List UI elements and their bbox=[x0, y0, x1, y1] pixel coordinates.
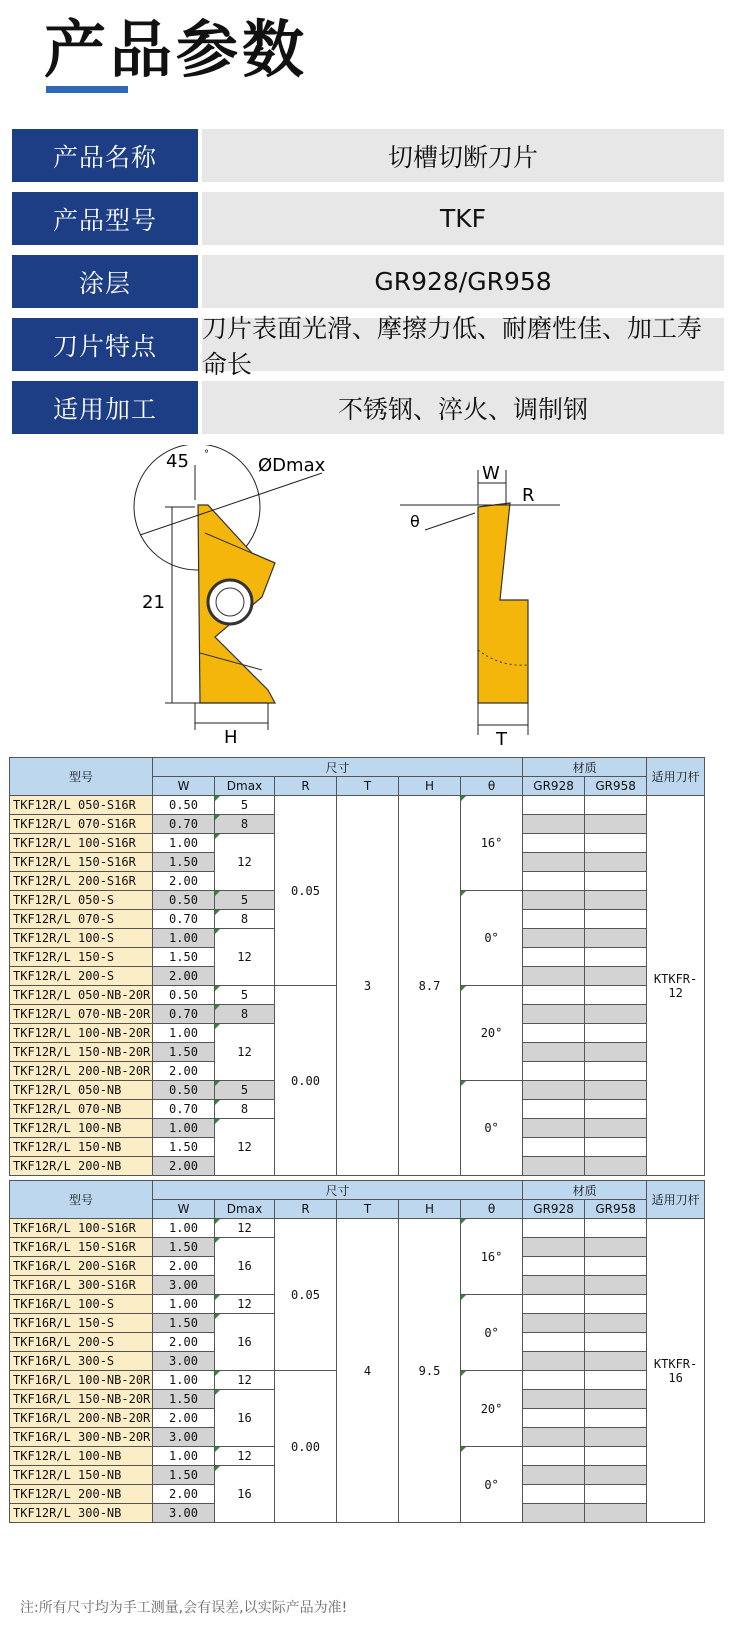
gr958-cell bbox=[585, 834, 647, 853]
spec-table-12 bbox=[9, 757, 705, 1176]
model-cell: TKF16R/L 200-S bbox=[10, 1333, 153, 1352]
dmax-cell: 5 bbox=[215, 891, 275, 910]
gr928-cell bbox=[523, 1409, 585, 1428]
gr958-cell bbox=[585, 929, 647, 948]
page-title: 产品参数 bbox=[44, 13, 309, 86]
gr958-cell bbox=[585, 1043, 647, 1062]
w-cell: 3.00 bbox=[153, 1428, 215, 1447]
dmax-label: ØDmax bbox=[258, 455, 326, 476]
gr958-cell bbox=[585, 1005, 647, 1024]
gr928-cell bbox=[523, 1138, 585, 1157]
dmax-cell: 8 bbox=[215, 815, 275, 834]
model-cell: TKF12R/L 200-NB bbox=[10, 1485, 153, 1504]
gr958-cell bbox=[585, 1295, 647, 1314]
col-header-holder: 适用刀杆 bbox=[647, 758, 705, 796]
dmax-cell: 12 bbox=[215, 1119, 275, 1176]
col-header-t: T bbox=[337, 777, 399, 796]
theta-cell: 20° bbox=[461, 1371, 523, 1447]
dmax-cell: 5 bbox=[215, 796, 275, 815]
dmax-cell: 16 bbox=[215, 1390, 275, 1447]
gr928-cell bbox=[523, 1428, 585, 1447]
param-value: TKF bbox=[202, 192, 724, 245]
gr928-cell bbox=[523, 815, 585, 834]
insert-diagram bbox=[0, 445, 738, 775]
w-cell: 0.50 bbox=[153, 891, 215, 910]
model-cell: TKF12R/L 100-S bbox=[10, 929, 153, 948]
r-cell: 0.00 bbox=[275, 986, 337, 1176]
gr928-cell bbox=[523, 853, 585, 872]
param-row bbox=[12, 192, 724, 245]
gr928-cell bbox=[523, 1100, 585, 1119]
model-cell: TKF12R/L 100-S16R bbox=[10, 834, 153, 853]
gr928-cell bbox=[523, 1314, 585, 1333]
diameter-line bbox=[140, 473, 322, 535]
gr958-cell bbox=[585, 891, 647, 910]
param-label: 涂层 bbox=[12, 255, 198, 308]
model-cell: TKF16R/L 200-NB-20R bbox=[10, 1409, 153, 1428]
gr958-cell bbox=[585, 910, 647, 929]
model-cell: TKF16R/L 300-S bbox=[10, 1352, 153, 1371]
col-header-dmax: Dmax bbox=[215, 777, 275, 796]
w-cell: 1.50 bbox=[153, 1138, 215, 1157]
w-cell: 1.00 bbox=[153, 1295, 215, 1314]
gr928-cell bbox=[523, 1119, 585, 1138]
gr958-cell bbox=[585, 1390, 647, 1409]
gr958-cell bbox=[585, 1333, 647, 1352]
param-row bbox=[12, 313, 724, 379]
model-cell: TKF12R/L 050-NB bbox=[10, 1081, 153, 1100]
param-label: 产品型号 bbox=[12, 192, 198, 245]
w-cell: 2.00 bbox=[153, 967, 215, 986]
gr928-cell bbox=[523, 1390, 585, 1409]
dmax-cell: 5 bbox=[215, 986, 275, 1005]
theta-cell: 0° bbox=[461, 1447, 523, 1523]
gr928-cell bbox=[523, 1005, 585, 1024]
dmax-cell: 12 bbox=[215, 1295, 275, 1314]
t-label: T bbox=[496, 729, 507, 750]
gr958-cell bbox=[585, 1024, 647, 1043]
model-cell: TKF12R/L 200-S bbox=[10, 967, 153, 986]
param-label: 产品名称 bbox=[12, 129, 198, 182]
dmax-cell: 8 bbox=[215, 1100, 275, 1119]
model-cell: TKF12R/L 200-S16R bbox=[10, 872, 153, 891]
col-header-w: W bbox=[153, 777, 215, 796]
gr958-cell bbox=[585, 1466, 647, 1485]
w-cell: 0.70 bbox=[153, 815, 215, 834]
param-value: GR928/GR958 bbox=[202, 255, 724, 308]
model-cell: TKF12R/L 100-NB bbox=[10, 1447, 153, 1466]
param-label: 刀片特点 bbox=[12, 318, 198, 371]
model-cell: TKF16R/L 200-S16R bbox=[10, 1257, 153, 1276]
model-cell: TKF16R/L 100-S16R bbox=[10, 1219, 153, 1238]
model-cell: TKF12R/L 070-NB-20R bbox=[10, 1005, 153, 1024]
r-cell: 0.05 bbox=[275, 796, 337, 986]
w-cell: 2.00 bbox=[153, 1257, 215, 1276]
w-cell: 1.50 bbox=[153, 1043, 215, 1062]
model-cell: TKF16R/L 150-NB-20R bbox=[10, 1390, 153, 1409]
insert-hole-inner bbox=[216, 588, 244, 616]
model-cell: TKF16R/L 100-NB-20R bbox=[10, 1371, 153, 1390]
model-cell: TKF12R/L 070-NB bbox=[10, 1100, 153, 1119]
w-label: W bbox=[482, 463, 500, 484]
theta-label: θ bbox=[410, 512, 420, 531]
theta-cell: 16° bbox=[461, 1219, 523, 1295]
theta-cell: 0° bbox=[461, 1295, 523, 1371]
t-cell: 3 bbox=[337, 796, 399, 1176]
gr958-cell bbox=[585, 1238, 647, 1257]
holder-cell: KTKFR-12 bbox=[647, 796, 705, 1176]
dmax-cell: 16 bbox=[215, 1314, 275, 1371]
model-cell: TKF12R/L 300-NB bbox=[10, 1504, 153, 1523]
gr928-cell bbox=[523, 929, 585, 948]
w-cell: 1.00 bbox=[153, 1024, 215, 1043]
gr958-cell bbox=[585, 815, 647, 834]
dmax-cell: 12 bbox=[215, 1024, 275, 1081]
gr958-cell bbox=[585, 1428, 647, 1447]
w-cell: 1.50 bbox=[153, 1466, 215, 1485]
col-header-material: 材质 bbox=[523, 1181, 647, 1200]
col-header-size: 尺寸 bbox=[153, 758, 523, 777]
spec-table-16 bbox=[9, 1180, 705, 1523]
param-label: 适用加工 bbox=[12, 381, 198, 434]
w-cell: 2.00 bbox=[153, 1333, 215, 1352]
w-cell: 2.00 bbox=[153, 872, 215, 891]
gr928-cell bbox=[523, 1157, 585, 1176]
dmax-cell: 16 bbox=[215, 1238, 275, 1295]
model-cell: TKF16R/L 150-S16R bbox=[10, 1238, 153, 1257]
gr958-cell bbox=[585, 1257, 647, 1276]
gr958-cell bbox=[585, 986, 647, 1005]
title-underline bbox=[46, 86, 128, 93]
w-cell: 2.00 bbox=[153, 1409, 215, 1428]
gr928-cell bbox=[523, 1276, 585, 1295]
theta-cell: 0° bbox=[461, 1081, 523, 1176]
w-cell: 0.70 bbox=[153, 1005, 215, 1024]
gr928-cell bbox=[523, 834, 585, 853]
gr958-cell bbox=[585, 948, 647, 967]
w-cell: 3.00 bbox=[153, 1276, 215, 1295]
holder-cell: KTKFR-16 bbox=[647, 1219, 705, 1523]
w-cell: 1.00 bbox=[153, 834, 215, 853]
col-header-gr928: GR928 bbox=[523, 1200, 585, 1219]
gr928-cell bbox=[523, 1485, 585, 1504]
gr958-cell bbox=[585, 1062, 647, 1081]
gr928-cell bbox=[523, 1295, 585, 1314]
dmax-cell: 12 bbox=[215, 929, 275, 986]
col-header-dmax: Dmax bbox=[215, 1200, 275, 1219]
insert-side-shape bbox=[478, 503, 528, 703]
dmax-cell: 8 bbox=[215, 1005, 275, 1024]
gr928-cell bbox=[523, 1062, 585, 1081]
dmax-cell: 5 bbox=[215, 1081, 275, 1100]
param-value: 不锈钢、淬火、调制钢 bbox=[202, 381, 724, 434]
h-label: H bbox=[224, 727, 238, 748]
w-cell: 0.70 bbox=[153, 1100, 215, 1119]
dim-21-label: 21 bbox=[142, 592, 165, 613]
gr928-cell bbox=[523, 967, 585, 986]
r-cell: 0.05 bbox=[275, 1219, 337, 1371]
col-header-gr928: GR928 bbox=[523, 777, 585, 796]
w-cell: 1.50 bbox=[153, 1238, 215, 1257]
gr958-cell bbox=[585, 1081, 647, 1100]
gr958-cell bbox=[585, 1447, 647, 1466]
col-header-model: 型号 bbox=[10, 758, 153, 796]
w-cell: 3.00 bbox=[153, 1352, 215, 1371]
dmax-cell: 12 bbox=[215, 834, 275, 891]
w-cell: 1.50 bbox=[153, 1390, 215, 1409]
model-cell: TKF12R/L 070-S16R bbox=[10, 815, 153, 834]
h-cell: 9.5 bbox=[399, 1219, 461, 1523]
w-cell: 2.00 bbox=[153, 1485, 215, 1504]
gr958-cell bbox=[585, 1157, 647, 1176]
table-row bbox=[10, 796, 705, 815]
gr958-cell bbox=[585, 967, 647, 986]
model-cell: TKF12R/L 150-NB-20R bbox=[10, 1043, 153, 1062]
model-cell: TKF12R/L 100-NB bbox=[10, 1119, 153, 1138]
param-value: 切槽切断刀片 bbox=[202, 129, 724, 182]
model-cell: TKF12R/L 150-S16R bbox=[10, 853, 153, 872]
angle-label: 45 bbox=[166, 451, 189, 472]
gr958-cell bbox=[585, 1219, 647, 1238]
col-header-gr958: GR958 bbox=[585, 1200, 647, 1219]
w-cell: 1.00 bbox=[153, 1371, 215, 1390]
gr958-cell bbox=[585, 1276, 647, 1295]
h-cell: 8.7 bbox=[399, 796, 461, 1176]
theta-cell: 20° bbox=[461, 986, 523, 1081]
gr958-cell bbox=[585, 1314, 647, 1333]
gr928-cell bbox=[523, 1257, 585, 1276]
gr928-cell bbox=[523, 1024, 585, 1043]
gr958-cell bbox=[585, 853, 647, 872]
col-header-size: 尺寸 bbox=[153, 1181, 523, 1200]
w-cell: 1.00 bbox=[153, 1119, 215, 1138]
w-cell: 1.50 bbox=[153, 853, 215, 872]
model-cell: TKF16R/L 300-S16R bbox=[10, 1276, 153, 1295]
model-cell: TKF12R/L 070-S bbox=[10, 910, 153, 929]
gr928-cell bbox=[523, 910, 585, 929]
gr958-cell bbox=[585, 1100, 647, 1119]
gr958-cell bbox=[585, 1371, 647, 1390]
gr928-cell bbox=[523, 1219, 585, 1238]
theta-cell: 16° bbox=[461, 796, 523, 891]
col-header-material: 材质 bbox=[523, 758, 647, 777]
r-cell: 0.00 bbox=[275, 1371, 337, 1523]
gr928-cell bbox=[523, 1081, 585, 1100]
gr928-cell bbox=[523, 1333, 585, 1352]
gr958-cell bbox=[585, 1409, 647, 1428]
gr958-cell bbox=[585, 1485, 647, 1504]
col-header-gr958: GR958 bbox=[585, 777, 647, 796]
w-cell: 0.50 bbox=[153, 1081, 215, 1100]
gr928-cell bbox=[523, 1447, 585, 1466]
gr958-cell bbox=[585, 796, 647, 815]
model-cell: TKF16R/L 100-S bbox=[10, 1295, 153, 1314]
degree-label: ° bbox=[204, 449, 209, 460]
w-cell: 2.00 bbox=[153, 1062, 215, 1081]
model-cell: TKF12R/L 150-NB bbox=[10, 1466, 153, 1485]
gr958-cell bbox=[585, 1138, 647, 1157]
w-cell: 1.00 bbox=[153, 1447, 215, 1466]
theta-cell: 0° bbox=[461, 891, 523, 986]
param-row bbox=[12, 381, 724, 434]
model-cell: TKF16R/L 300-NB-20R bbox=[10, 1428, 153, 1447]
param-row bbox=[12, 129, 724, 182]
model-cell: TKF12R/L 100-NB-20R bbox=[10, 1024, 153, 1043]
w-cell: 1.50 bbox=[153, 948, 215, 967]
w-cell: 3.00 bbox=[153, 1504, 215, 1523]
theta-line bbox=[425, 513, 475, 530]
col-header-theta: θ bbox=[461, 777, 523, 796]
gr928-cell bbox=[523, 891, 585, 910]
model-cell: TKF12R/L 150-S bbox=[10, 948, 153, 967]
col-header-h: H bbox=[399, 777, 461, 796]
gr928-cell bbox=[523, 1043, 585, 1062]
gr928-cell bbox=[523, 986, 585, 1005]
param-value: 刀片表面光滑、摩擦力低、耐磨性佳、加工寿命长 bbox=[202, 318, 724, 371]
w-cell: 1.00 bbox=[153, 929, 215, 948]
model-cell: TKF12R/L 050-S16R bbox=[10, 796, 153, 815]
gr928-cell bbox=[523, 1238, 585, 1257]
gr928-cell bbox=[523, 948, 585, 967]
t-cell: 4 bbox=[337, 1219, 399, 1523]
model-cell: TKF16R/L 150-S bbox=[10, 1314, 153, 1333]
w-cell: 1.00 bbox=[153, 1219, 215, 1238]
model-cell: TKF12R/L 200-NB-20R bbox=[10, 1062, 153, 1081]
col-header-t: T bbox=[337, 1200, 399, 1219]
gr928-cell bbox=[523, 1466, 585, 1485]
w-cell: 0.70 bbox=[153, 910, 215, 929]
col-header-holder: 适用刀杆 bbox=[647, 1181, 705, 1219]
gr928-cell bbox=[523, 796, 585, 815]
gr928-cell bbox=[523, 1371, 585, 1390]
footnote: 注:所有尺寸均为手工测量,会有误差,以实际产品为准! bbox=[20, 1600, 348, 1616]
dmax-cell: 8 bbox=[215, 910, 275, 929]
col-header-model: 型号 bbox=[10, 1181, 153, 1219]
w-cell: 0.50 bbox=[153, 796, 215, 815]
dmax-cell: 16 bbox=[215, 1466, 275, 1523]
gr958-cell bbox=[585, 1504, 647, 1523]
gr928-cell bbox=[523, 872, 585, 891]
gr928-cell bbox=[523, 1504, 585, 1523]
model-cell: TKF12R/L 150-NB bbox=[10, 1138, 153, 1157]
param-list bbox=[12, 129, 724, 444]
col-header-h: H bbox=[399, 1200, 461, 1219]
w-cell: 1.50 bbox=[153, 1314, 215, 1333]
col-header-theta: θ bbox=[461, 1200, 523, 1219]
col-header-r: R bbox=[275, 777, 337, 796]
col-header-w: W bbox=[153, 1200, 215, 1219]
gr958-cell bbox=[585, 872, 647, 891]
param-row bbox=[12, 255, 724, 308]
dmax-cell: 12 bbox=[215, 1371, 275, 1390]
model-cell: TKF12R/L 200-NB bbox=[10, 1157, 153, 1176]
dmax-cell: 12 bbox=[215, 1447, 275, 1466]
gr958-cell bbox=[585, 1352, 647, 1371]
w-cell: 0.50 bbox=[153, 986, 215, 1005]
w-cell: 2.00 bbox=[153, 1157, 215, 1176]
gr958-cell bbox=[585, 1119, 647, 1138]
gr928-cell bbox=[523, 1352, 585, 1371]
model-cell: TKF12R/L 050-S bbox=[10, 891, 153, 910]
dmax-cell: 12 bbox=[215, 1219, 275, 1238]
col-header-r: R bbox=[275, 1200, 337, 1219]
table-row bbox=[10, 1219, 705, 1238]
model-cell: TKF12R/L 050-NB-20R bbox=[10, 986, 153, 1005]
r-label: R bbox=[522, 485, 535, 506]
